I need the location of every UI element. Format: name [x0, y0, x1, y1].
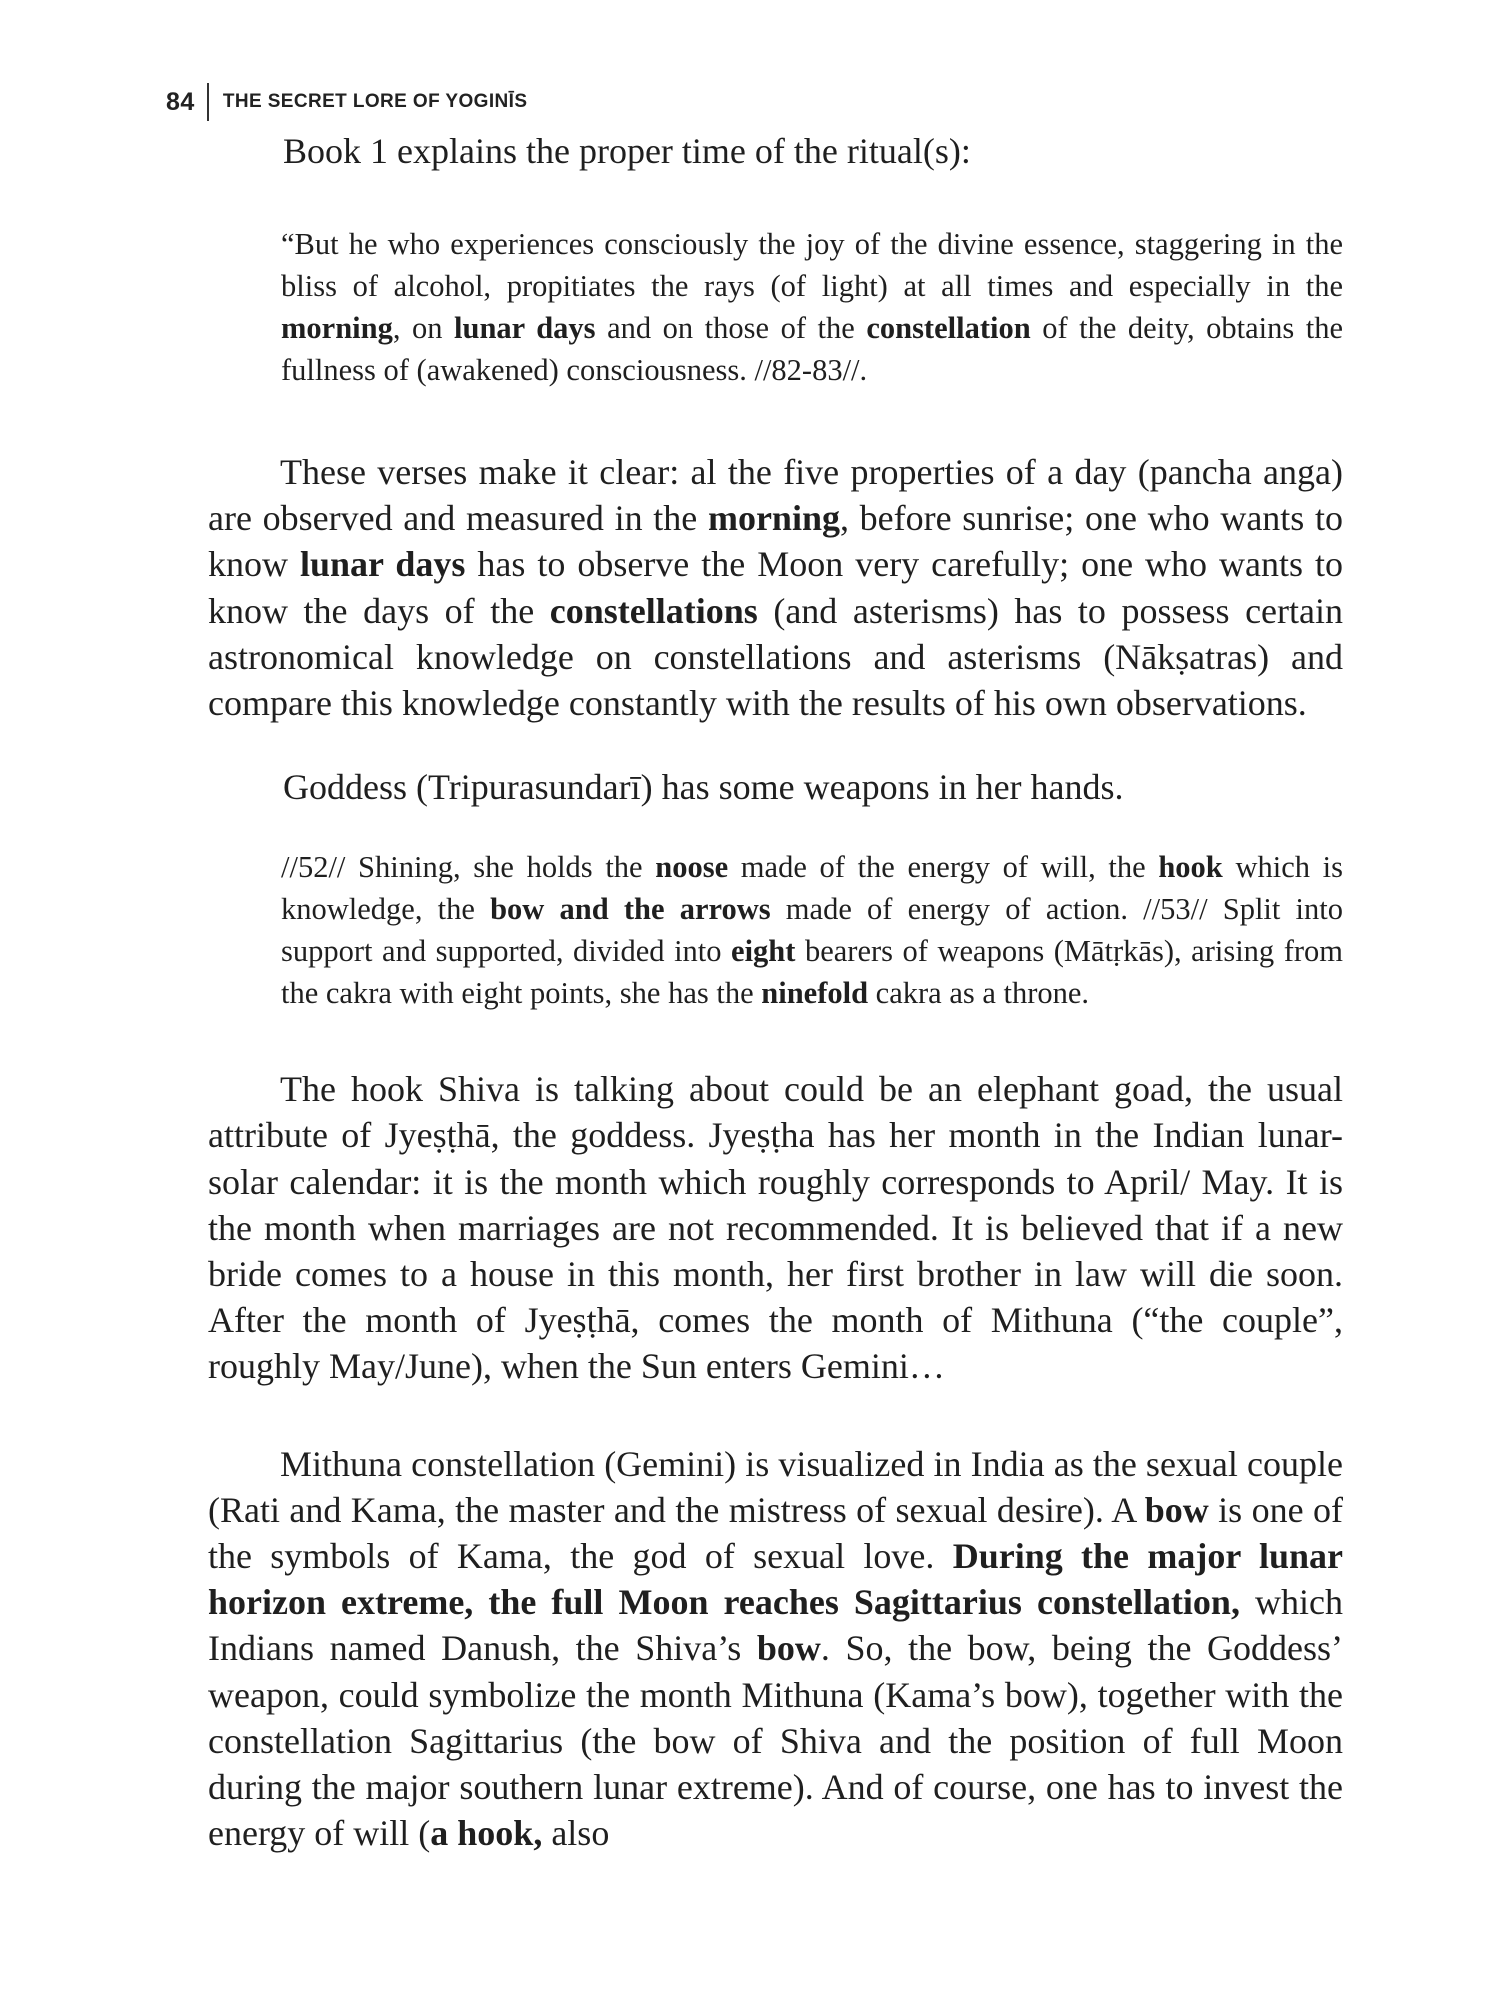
paragraph-text: , before sunrise; one who wants to know	[208, 498, 1344, 585]
quote-text: and on those of the	[595, 311, 867, 345]
bold-term: lunar days	[299, 544, 466, 585]
bold-term: bow	[1144, 1489, 1209, 1530]
paragraph-text: . So, the bow, being the Goddess’ weapon, could symbolize the month Mithuna (Kama’s bow), together with the constellation Sagittarius (the bow of Shiva and the position of full Moon during the major southern lunar extreme). And of course, one has to invest the energy of will (	[208, 1628, 1344, 1854]
header-divider	[207, 83, 209, 121]
quote-text: made of energy of action. //53// Split into support and supported, divided into	[281, 892, 1343, 969]
bold-term: morning	[707, 498, 840, 539]
quote-text: of the deity, obtains the fullness of (awakened) consciousness. //82-83//.	[281, 311, 1343, 387]
running-head	[166, 82, 527, 122]
page-body	[208, 128, 1343, 1856]
bold-term: bow	[756, 1628, 821, 1669]
paragraph-text: These verses make it clear: al the five properties of a day (pancha anga) are observed and measured in the	[208, 452, 1343, 539]
bold-term: morning	[281, 311, 393, 345]
paragraph-text: is one of the symbols of Kama, the god of sexual love.	[208, 1489, 1343, 1577]
page-number: 84	[166, 87, 195, 116]
quote-text: “But he who experiences consciously the joy of the divine essence, staggering in the bliss of alcohol, propitiates the rays (of light) at all times and especially in the	[281, 227, 1343, 303]
paragraph-mithuna-constellation	[208, 1441, 1343, 1857]
quote-text: //52// Shining, she holds the	[281, 850, 656, 885]
quote-text: which is knowledge, the	[281, 850, 1343, 927]
bold-term: hook	[1158, 850, 1223, 885]
paragraph-text: which Indians named Danush, the Shiva’s	[208, 1582, 1343, 1669]
paragraph-text: has to observe the Moon very carefully; one who wants to know the days of the	[208, 544, 1343, 631]
bold-term: constellations	[549, 590, 758, 631]
paragraph-hook-jyestha: The hook Shiva is talking about could be an elephant goad, the usual attribute of Jyeṣṭhā, the goddess. Jyeṣṭha has her month in the Indian lunar-solar calendar: it is the month which roughly corresponds to April/ May. It is the month when marriages are not recommended. It is believed that if a new bride comes to a house in this month, her first brother in law will die soon. After the month of Jyeṣṭhā, comes the month of Mithuna (“the couple”, roughly May/June), when the Sun enters Gemini…	[208, 1069, 1343, 1387]
book-title: THE SECRET LORE OF YOGINĪS	[222, 91, 528, 112]
intro-line-goddess-weapons: Goddess (Tripurasundarī) has some weapons in her hands.	[283, 767, 1124, 808]
quote-text: , on	[392, 311, 455, 345]
bold-term: During the major lunar horizon extreme, the full Moon reaches Sagittarius constellation,	[208, 1536, 1343, 1623]
paragraph-text: also	[542, 1813, 610, 1854]
bold-term: eight	[731, 934, 796, 969]
bold-term: ninefold	[761, 976, 869, 1011]
bold-term: bow and the arrows	[490, 892, 771, 927]
quote-verses-52-53	[281, 846, 1343, 1014]
intro-line-book-1: Book 1 explains the proper time of the ritual(s):	[283, 131, 971, 171]
bold-term: lunar days	[454, 311, 596, 345]
paragraph-five-properties	[208, 449, 1343, 726]
bold-term: noose	[655, 850, 729, 885]
quote-text: made of the energy of will, the	[728, 850, 1159, 885]
paragraph-text: Mithuna constellation (Gemini) is visualized in India as the sexual couple (Rati and Kama, the master and the mistress of sexual desire). A	[208, 1443, 1343, 1530]
quote-text: bearers of weapons (Mātṛkās), arising from the cakra with eight points, she has the	[281, 934, 1343, 1011]
bold-term: constellation	[866, 311, 1031, 345]
paragraph-text: (and asterisms) has to possess certain astronomical knowledge on constellations and asterisms (Nākṣatras) and compare this knowledge constantly with the results of his own observations.	[208, 590, 1344, 724]
quote-verses-82-83	[281, 223, 1343, 391]
bold-term: a hook,	[430, 1813, 543, 1854]
quote-text: cakra as a throne.	[868, 976, 1090, 1011]
